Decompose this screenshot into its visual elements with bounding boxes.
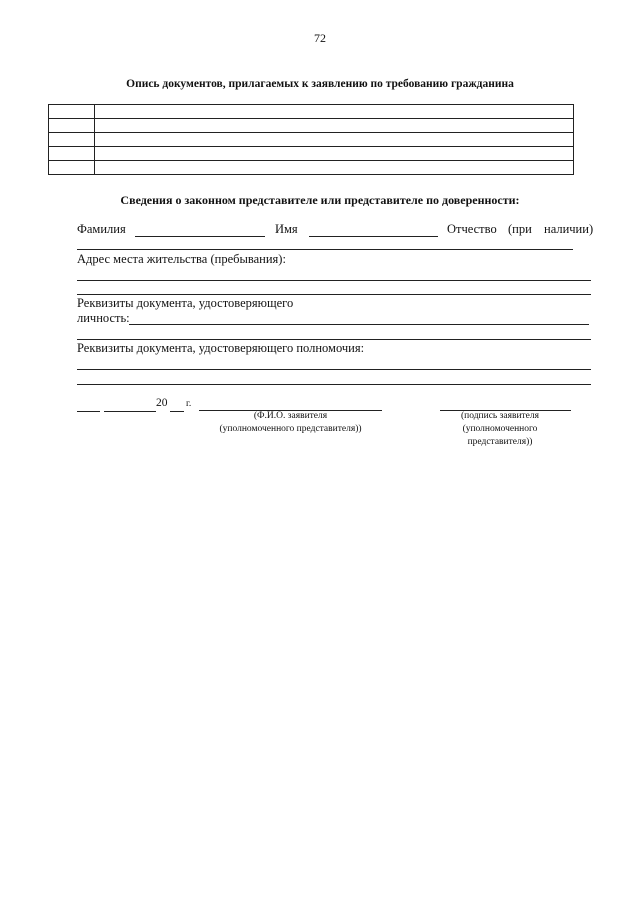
address-field-line-1[interactable] xyxy=(77,280,591,281)
address-field-line-2[interactable] xyxy=(77,294,591,295)
authority-document-field-line-1[interactable] xyxy=(77,369,591,370)
table-row xyxy=(49,133,574,147)
fio-caption xyxy=(199,410,382,436)
name-field[interactable] xyxy=(309,236,438,237)
fio-caption-line: (Ф.И.О. заявителя xyxy=(253,411,328,421)
table-cell[interactable] xyxy=(49,119,95,133)
year-prefix: 20 xyxy=(156,397,168,409)
authority-document-label: Реквизиты документа, удостоверяющего полномочия: xyxy=(77,341,365,355)
id-document-label-continued: личность: xyxy=(77,311,130,325)
page-number: 72 xyxy=(314,31,326,45)
date-month-field[interactable] xyxy=(104,411,156,412)
name-label: Имя xyxy=(275,222,298,236)
signature-caption-line: (подпись заявителя xyxy=(460,411,540,421)
table-cell[interactable] xyxy=(95,133,574,147)
patronymic-note: наличии) xyxy=(544,222,594,236)
table-cell[interactable] xyxy=(95,147,574,161)
patronymic-field[interactable] xyxy=(77,249,573,250)
inventory-table xyxy=(48,104,574,175)
table-cell[interactable] xyxy=(95,161,574,175)
table-row xyxy=(49,161,574,175)
signature-caption-line: (уполномоченного xyxy=(462,424,538,434)
table-row xyxy=(49,147,574,161)
surname-label: Фамилия xyxy=(77,222,126,236)
table-cell[interactable] xyxy=(49,147,95,161)
table-cell[interactable] xyxy=(49,133,95,147)
table-cell[interactable] xyxy=(49,161,95,175)
table-cell[interactable] xyxy=(49,105,95,119)
table-cell[interactable] xyxy=(95,119,574,133)
year-suffix: г. xyxy=(186,399,192,409)
id-document-field-line-1[interactable] xyxy=(129,324,589,325)
representative-title: Сведения о законном представителе или представителе по доверенности: xyxy=(120,193,520,207)
surname-field[interactable] xyxy=(135,236,265,237)
id-document-field-line-2[interactable] xyxy=(77,339,591,340)
inventory-title: Опись документов, прилагаемых к заявлению по требованию гражданина xyxy=(126,78,514,90)
patronymic-label: Отчество xyxy=(447,222,497,236)
address-label: Адрес места жительства (пребывания): xyxy=(77,252,286,266)
date-day-field[interactable] xyxy=(77,411,100,412)
date-year-field[interactable] xyxy=(170,411,184,412)
authority-document-field-line-2[interactable] xyxy=(77,384,591,385)
table-row xyxy=(49,119,574,133)
signature-caption xyxy=(430,410,570,449)
fio-caption-line: (уполномоченного представителя)) xyxy=(219,424,362,434)
signature-caption-line: представителя)) xyxy=(467,437,533,447)
table-row xyxy=(49,105,574,119)
patronymic-note: (при xyxy=(508,222,532,236)
table-cell[interactable] xyxy=(95,105,574,119)
id-document-label: Реквизиты документа, удостоверяющего xyxy=(77,296,294,310)
